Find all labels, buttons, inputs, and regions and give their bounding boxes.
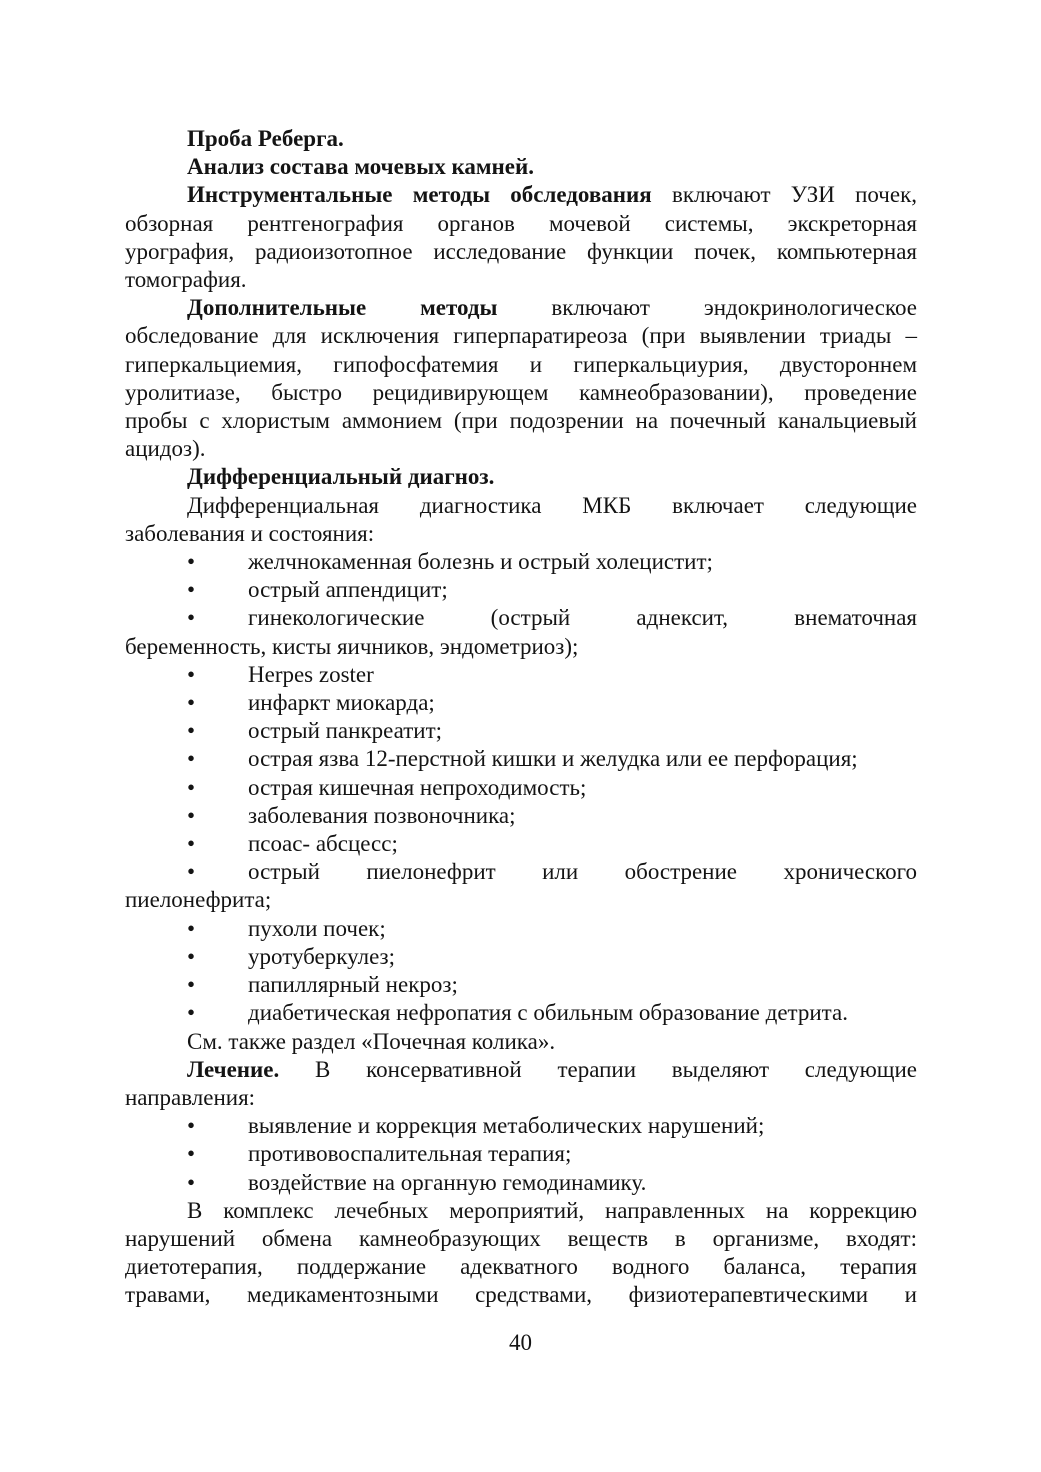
list-item: • острый панкреатит; bbox=[187, 718, 443, 744]
diff-intro: Дифференциальная диагностика МКБ включает следующие заболевания и состояния: bbox=[125, 492, 917, 546]
list-item: • гинекологические (острый аднексит, внематочная bbox=[187, 605, 917, 631]
body-text bbox=[125, 125, 917, 1310]
list-item: • противовоспалительная терапия; bbox=[187, 1141, 572, 1167]
see-also: См. также раздел «Почечная колика». bbox=[187, 1028, 556, 1054]
diff-list bbox=[125, 548, 917, 1027]
list-item: • заболевания позвоночника; bbox=[187, 802, 516, 828]
diff-heading: Дифференциальный диагноз. bbox=[187, 464, 495, 490]
list-item-continuation: беременность, кисты яичников, эндометриоз); bbox=[125, 633, 579, 659]
list-item: • псоас- абсцесс; bbox=[187, 831, 398, 857]
list-item: • пухоли почек; bbox=[187, 915, 386, 941]
reberg-heading: Проба Реберга. bbox=[187, 126, 344, 151]
list-item: • острый пиелонефрит или обострение хронического bbox=[187, 859, 917, 885]
list-item-continuation: пиелонефрита; bbox=[125, 887, 272, 913]
list-item: • Herpes zoster bbox=[187, 661, 374, 687]
list-item: • папиллярный некроз; bbox=[187, 972, 458, 998]
treatment-bold: Лечение. bbox=[187, 1056, 280, 1082]
complex-paragraph: В комплекс лечебных мероприятий, направленных на коррекцию нарушений обмена камнеобразующих веществ в организме, входят: диетотерапия, поддержание адекватного водного баланса, терапия травами, медикаментозными средствами, физиотерапевтическими и bbox=[125, 1197, 917, 1308]
list-item: • острая язва 12-перстной кишки и желудка или ее перфорация; bbox=[187, 746, 858, 772]
list-item: • инфаркт миокарда; bbox=[187, 690, 435, 716]
page-number: 40 bbox=[509, 1330, 532, 1355]
additional-bold: Дополнительные методы bbox=[187, 295, 498, 321]
list-item: • воздействие на органную гемодинамику. bbox=[187, 1169, 647, 1195]
list-item: • диабетическая нефропатия с обильным образование детрита. bbox=[187, 1000, 848, 1026]
instrumental-bold: Инструментальные методы обследования bbox=[187, 182, 652, 208]
treatment-paragraph: Лечение. В консервативной терапии выделяют следующие направления: bbox=[125, 1056, 917, 1110]
instrumental-paragraph: Инструментальные методы обследования включают УЗИ почек, обзорная рентгенография органов мочевой системы, экскреторная урография, радиоизотопное исследование функции почек, компьютерная томография. bbox=[125, 182, 917, 293]
list-item: • выявление и коррекция метаболических нарушений; bbox=[187, 1113, 765, 1139]
list-item: • острый аппендицит; bbox=[187, 577, 448, 603]
list-item: • острая кишечная непроходимость; bbox=[187, 774, 587, 800]
treatment-list bbox=[125, 1112, 917, 1197]
list-item: • уротуберкулез; bbox=[187, 943, 396, 969]
list-item: • желчнокаменная болезнь и острый холецистит; bbox=[187, 549, 713, 575]
stones-heading: Анализ состава мочевых камней. bbox=[187, 154, 534, 180]
additional-paragraph: Дополнительные методы включают эндокринологическое обследование для исключения гиперпаратиреоза (при выявлении триады – гиперкальциемия, гипофосфатемия и гиперкальциурия, двустороннем уролитиазе, быстро рецидивирующем камнеобразовании), проведение пробы с хлористым аммонием (при подозрении на почечный канальциевый ацидоз). bbox=[125, 295, 917, 462]
